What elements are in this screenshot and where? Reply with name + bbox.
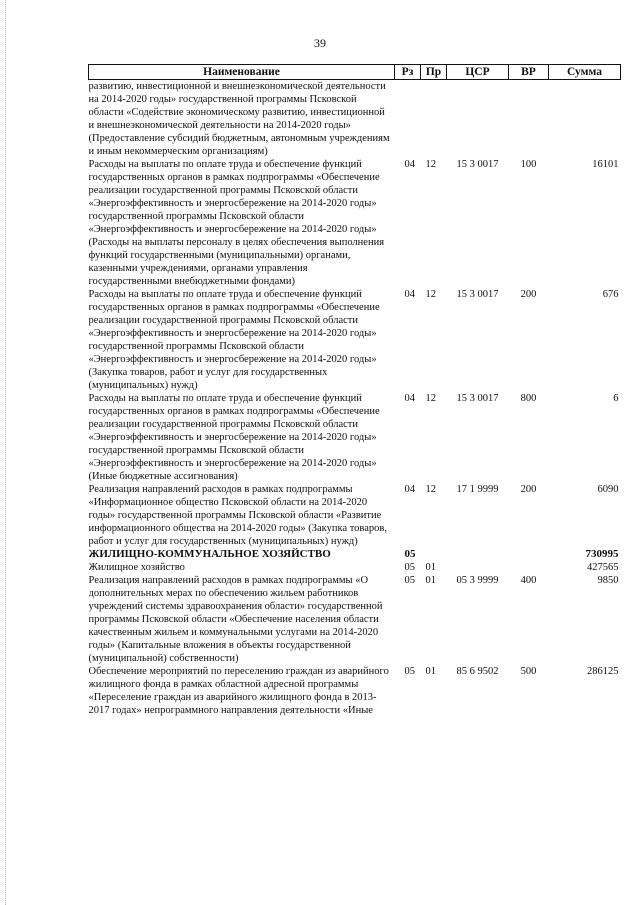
section-row [89,548,621,561]
table-row [89,561,621,574]
row-sum: 6090 [597,484,619,495]
row-vr [509,561,549,574]
row-vr: 200 [520,484,537,495]
header-name: Наименование [89,65,395,80]
row-vr: 400 [520,575,537,586]
table-row [89,288,621,392]
row-name: Расходы на выплаты по оплате труда и обеспечение функций государственных органов в рамках подпрограммы «Обеспечение реализации государственной программы Псковской области «Энергоэффективность и энергосбережение на 2014-2020 годы» государственной программы Псковской области «Энергоэффективность и энергосбережение на 2014-2020 годы» (Закупка товаров, работ и услуг для государственных (муниципальных) нужд) [88,289,380,391]
budget-table [88,64,621,717]
row-name: Расходы на выплаты по оплате труда и обеспечение функций государственных органов в рамках подпрограммы «Обеспечение реализации государственной программы Псковской области «Энергоэффективность и энергосбережение на 2014-2020 годы» государственной программы Псковской области «Энергоэффективность и энергосбережение на 2014-2020 годы» (Иные бюджетные ассигнования) [88,393,380,482]
row-sum: 286125 [587,666,619,677]
table-header-row [89,65,621,80]
header-vr: ВР [509,65,549,80]
page-number: 39 [314,36,326,50]
row-name: Обеспечение мероприятий по переселению граждан из аварийного жилищного фонда в рамках областной адресной программы «Переселение граждан из аварийного жилищного фонда в 2013-2017 годах» непрограммного направления деятельности «Иные [88,666,389,716]
row-sum: 16101 [592,159,619,170]
header-csr: ЦСР [447,65,509,80]
row-pr: 12 [425,393,436,404]
row-csr: 17 1 9999 [456,484,499,495]
row-sum: 676 [602,289,619,300]
row-pr: 12 [425,159,436,170]
row-name: Жилищное хозяйство [88,562,185,573]
row-csr: 15 3 0017 [456,393,499,404]
table-row [89,80,621,159]
row-csr: 85 6 9502 [456,666,499,677]
row-rz [395,80,421,159]
row-vr [509,548,549,561]
row-rz: 04 [404,289,415,300]
row-pr [421,548,447,561]
row-csr: 05 3 9999 [456,575,499,586]
row-rz: 05 [404,666,415,677]
scan-edge [5,0,6,905]
header-sum: Сумма [549,65,621,80]
row-sum: 6 [613,393,619,404]
row-pr: 12 [425,289,436,300]
row-sum: 427565 [587,562,619,573]
row-name: Реализация направлений расходов в рамках подпрограммы «Информационное общество Псковской области на 2014-2020 годы» государственной программы Псковской области «Развитие информационного общества на 2014-2020 годы» (Закупка товаров, работ и услуг для государственных (муниципальных) нужд) [88,484,387,547]
row-vr [509,80,549,159]
row-pr: 12 [425,484,436,495]
row-pr: 01 [425,575,436,586]
table-row [89,158,621,288]
row-rz: 05 [404,575,415,586]
header-rz: Рз [395,65,421,80]
row-sum [549,80,621,159]
row-pr [421,80,447,159]
row-rz: 05 [404,562,415,573]
row-csr [447,80,509,159]
row-csr [447,561,509,574]
table-row [89,665,621,717]
row-rz: 04 [404,159,415,170]
row-sum: 730995 [585,548,619,560]
row-sum: 9850 [597,575,619,586]
row-csr [447,548,509,561]
row-pr: 01 [425,666,436,677]
row-rz: 04 [404,484,415,495]
table-row [89,483,621,548]
table-row [89,392,621,483]
row-vr: 800 [520,393,537,404]
row-name: развитию, инвестиционной и внешнеэкономической деятельности на 2014-2020 годы» государственной программы Псковской области «Содействие экономическому развитию, инвестиционной и внешнеэкономической деятельности на 2014-2020 годы» (Предоставление субсидий бюджетным, автономным учреждениям и иным некоммерческим организациям) [88,81,390,157]
header-pr: Пр [421,65,447,80]
row-name: Реализация направлений расходов в рамках подпрограммы «О дополнительных мерах по обеспечению жильем работников учреждений системы здравоохранения области» государственной программы Псковской области «Обеспечение населения области качественным жильем и коммунальными услугами на 2014-2020 годы» (Капитальные вложения в объекты государственной (муниципальной) собственности) [88,575,383,664]
row-csr: 15 3 0017 [456,159,499,170]
budget-table-container [88,64,620,717]
row-vr: 200 [520,289,537,300]
row-vr: 500 [520,666,537,677]
row-vr: 100 [520,159,537,170]
section-title: ЖИЛИЩНО-КОММУНАЛЬНОЕ ХОЗЯЙСТВО [88,548,331,560]
row-rz: 04 [404,393,415,404]
row-name: Расходы на выплаты по оплате труда и обеспечение функций государственных органов в рамках подпрограммы «Обеспечение реализации государственной программы Псковской области «Энергоэффективность и энергосбережение на 2014-2020 годы» государственной программы Псковской области «Энергоэффективность и энергосбережение на 2014-2020 годы» (Расходы на выплаты персоналу в целях обеспечения выполнения функций государственными (муниципальными) органами, казенными учреждениями, органами управления государственными внебюджетными фондами) [88,159,385,287]
row-rz: 05 [404,548,416,560]
row-pr: 01 [425,562,436,573]
table-row [89,574,621,665]
row-csr: 15 3 0017 [456,289,499,300]
